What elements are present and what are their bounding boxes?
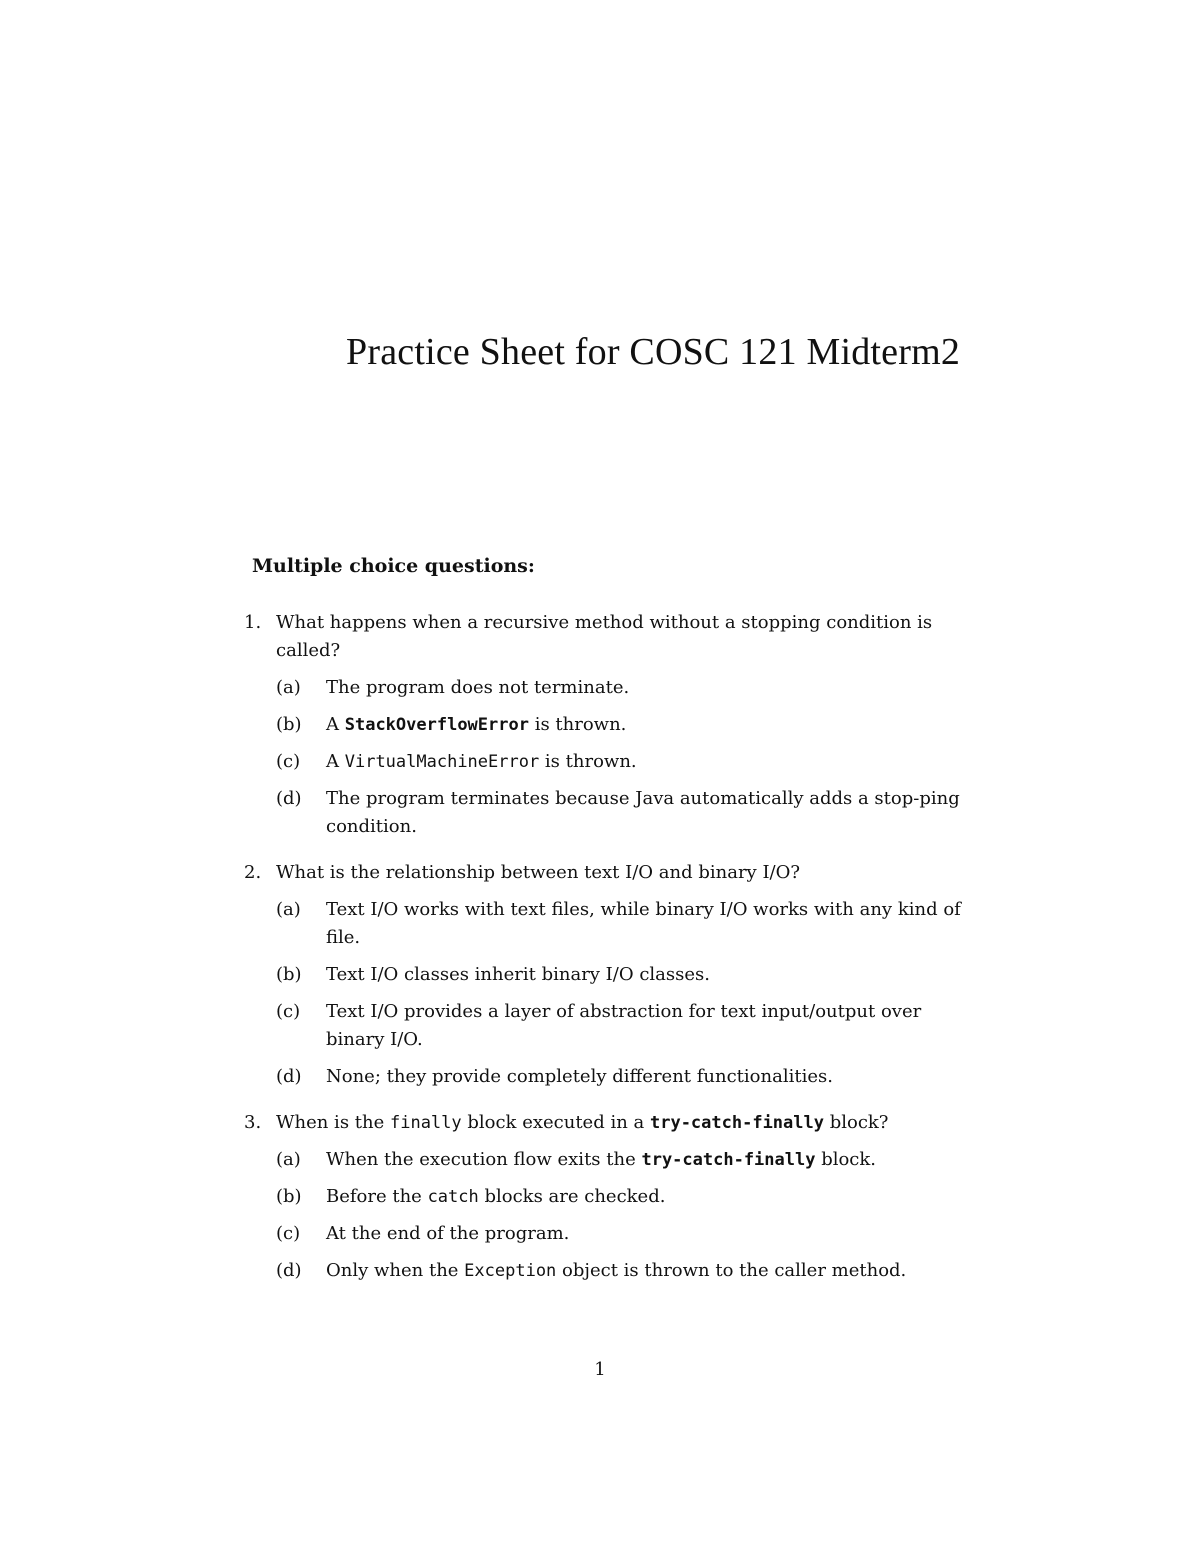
option-text: block. <box>815 1149 877 1170</box>
option-label: (b) <box>276 714 302 735</box>
option-1c <box>276 748 984 776</box>
option-label: (d) <box>276 1260 302 1281</box>
question-3 <box>244 1109 984 1285</box>
option-1b <box>276 711 984 739</box>
option-2b <box>276 961 984 989</box>
option-list <box>276 1146 984 1285</box>
question-number: 2. <box>244 862 262 883</box>
option-label: (c) <box>276 751 301 772</box>
option-text: The program does not terminate. <box>326 677 630 698</box>
code-term: try-catch-finally <box>641 1150 816 1170</box>
option-label: (b) <box>276 964 302 985</box>
code-term: try-catch-finally <box>649 1113 824 1133</box>
question-number: 1. <box>244 612 262 633</box>
question-prompt: What is the relationship between text I/O and binary I/O? <box>276 862 801 883</box>
option-text: Text I/O provides a layer of abstraction for text input/output over binary I/O. <box>326 1001 922 1050</box>
option-3c <box>276 1220 984 1248</box>
code-term: catch <box>427 1187 479 1207</box>
option-text: Text I/O works with text files, while binary I/O works with any kind of file. <box>326 899 961 948</box>
prompt-text: block? <box>823 1112 889 1133</box>
option-3a <box>276 1146 984 1174</box>
option-2c <box>276 998 984 1054</box>
code-term: StackOverflowError <box>344 715 529 735</box>
page-title: Practice Sheet for COSC 121 Midterm2 <box>346 331 961 373</box>
question-list <box>244 609 984 1285</box>
question-number: 3. <box>244 1112 262 1133</box>
option-text: Before the <box>326 1186 428 1207</box>
option-1d <box>276 785 984 841</box>
option-text: object is thrown to the caller method. <box>556 1260 907 1281</box>
section-heading: Multiple choice questions: <box>252 555 535 577</box>
option-label: (c) <box>276 1223 301 1244</box>
option-list <box>276 896 984 1091</box>
option-text: is thrown. <box>539 751 637 772</box>
prompt-text: block executed in a <box>461 1112 650 1133</box>
option-text: is thrown. <box>528 714 627 735</box>
question-prompt: What happens when a recursive method without a stopping condition is called? <box>276 612 933 661</box>
option-text: Text I/O classes inherit binary I/O classes. <box>326 964 710 985</box>
code-term: finally <box>389 1113 462 1133</box>
option-text: When the execution flow exits the <box>326 1149 642 1170</box>
question-1 <box>244 609 984 841</box>
prompt-text: When is the <box>276 1112 390 1133</box>
option-label: (a) <box>276 899 301 920</box>
option-label: (c) <box>276 1001 301 1022</box>
option-3d <box>276 1257 984 1285</box>
option-label: (a) <box>276 677 301 698</box>
option-label: (a) <box>276 1149 301 1170</box>
option-text: At the end of the program. <box>326 1223 570 1244</box>
option-text: A <box>326 714 345 735</box>
question-prompt <box>276 1109 984 1137</box>
option-text: None; they provide completely different functionalities. <box>326 1066 833 1087</box>
question-2 <box>244 859 984 1091</box>
page-number: 1 <box>594 1359 606 1380</box>
option-list <box>276 674 984 841</box>
option-label: (b) <box>276 1186 302 1207</box>
option-label: (d) <box>276 1066 302 1087</box>
option-1a <box>276 674 984 702</box>
code-term: Exception <box>464 1261 557 1281</box>
option-3b <box>276 1183 984 1211</box>
option-text: blocks are checked. <box>478 1186 666 1207</box>
code-term: VirtualMachineError <box>344 752 540 772</box>
option-2d <box>276 1063 984 1091</box>
option-text: Only when the <box>326 1260 465 1281</box>
option-2a <box>276 896 984 952</box>
option-text: A <box>326 751 345 772</box>
option-text: The program terminates because Java automatically adds a stop-ping condition. <box>326 788 960 837</box>
option-label: (d) <box>276 788 302 809</box>
